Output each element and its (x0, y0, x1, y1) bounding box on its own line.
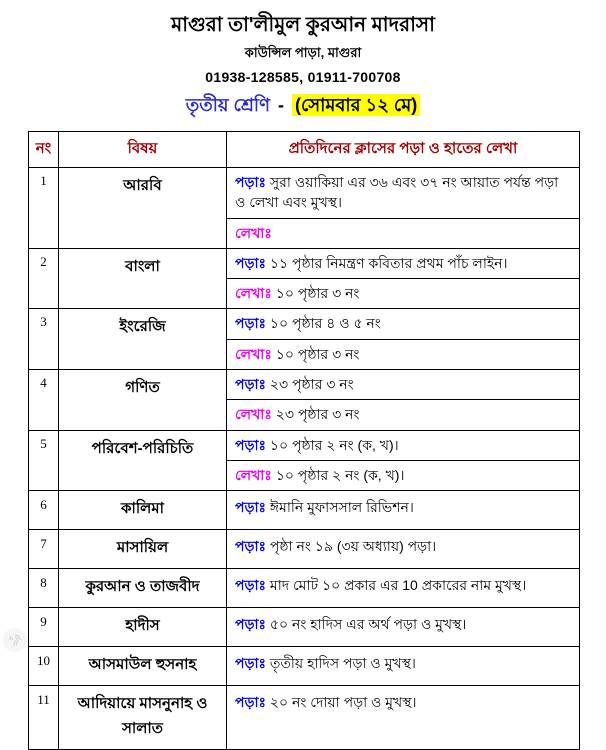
table-row (29, 248, 580, 278)
serial-cell: 9 (29, 608, 59, 647)
subject-cell: কালিমা (59, 491, 227, 530)
serial-cell: 4 (29, 370, 59, 431)
lekha-text: ১০ পৃষ্ঠার ৩ নং (271, 285, 360, 302)
pora-text: ২০ নং দোয়া পড়া ও মুখস্থ। (266, 694, 417, 711)
fingerprint-watermark-icon (3, 628, 27, 652)
page-header (0, 0, 606, 122)
subject-cell: ইংরেজি (59, 309, 227, 370)
table-row (29, 530, 580, 569)
pora-label: পড়াঃ (235, 499, 267, 516)
pora-cell (227, 530, 580, 569)
pora-text: ১০ পৃষ্ঠার ৪ ও ৫ নং (266, 315, 381, 332)
class-name: তৃতীয় শ্রেণি (185, 95, 270, 115)
lekha-text: ২৩ পৃষ্ঠার ৩ নং (271, 406, 360, 423)
lekha-cell (227, 279, 580, 309)
col-header-serial: নং (29, 132, 59, 168)
serial-cell: 8 (29, 569, 59, 608)
table-row (29, 569, 580, 608)
pora-label: পড়াঃ (235, 655, 267, 672)
pora-cell (227, 569, 580, 608)
serial-cell: 11 (29, 686, 59, 750)
subject-cell: আরবি (59, 168, 227, 249)
lekha-cell (227, 339, 580, 369)
pora-label: পড়াঃ (235, 315, 267, 332)
serial-cell: 10 (29, 647, 59, 686)
pora-cell (227, 370, 580, 400)
pora-label: পড়াঃ (235, 254, 267, 271)
pora-cell (227, 168, 580, 219)
pora-text: ২৩ পৃষ্ঠার ৩ নং (266, 376, 354, 393)
pora-cell (227, 430, 580, 460)
subject-cell: আদিয়ায়ে মাসনুনাহ ও সালাত (59, 686, 227, 750)
table-row (29, 686, 580, 750)
serial-cell: 3 (29, 309, 59, 370)
table-row (29, 370, 580, 400)
subject-cell: হাদীস (59, 608, 227, 647)
subject-cell: গণিত (59, 370, 227, 431)
separator-dash: - (277, 95, 284, 115)
phone-numbers: 01938-128585, 01911-700708 (205, 69, 401, 85)
serial-cell: 6 (29, 491, 59, 530)
lekha-cell (227, 460, 580, 490)
pora-label: পড়াঃ (235, 616, 267, 633)
serial-cell: 7 (29, 530, 59, 569)
pora-text: তৃতীয় হাদিস পড়া ও মুখস্থ। (266, 655, 416, 672)
table-row (29, 309, 580, 339)
serial-cell: 1 (29, 168, 59, 249)
pora-label: পড়াঃ (235, 577, 267, 594)
page-title: মাগুরা তা'লীমুল কুরআন মাদরাসা (171, 14, 435, 36)
class-day-line (0, 91, 606, 122)
subject-cell: কুরআন ও তাজবীদ (59, 569, 227, 608)
serial-cell: 5 (29, 430, 59, 491)
pora-cell (227, 686, 580, 750)
pora-cell (227, 309, 580, 339)
table-row (29, 608, 580, 647)
homework-table (28, 131, 580, 750)
lekha-label: লেখাঃ (235, 466, 272, 483)
table-row (29, 168, 580, 219)
pora-cell (227, 248, 580, 278)
pora-text: মাদ মোট ১০ প্রকার এর 10 প্রকারের নাম মুখস্থ। (266, 577, 527, 594)
pora-text: ১১ পৃষ্ঠার নিমন্ত্রণ কবিতার প্রথম পাঁচ লাইন। (266, 254, 508, 271)
pora-label: পড়াঃ (235, 376, 267, 393)
pora-cell (227, 491, 580, 530)
pora-cell (227, 647, 580, 686)
table-row (29, 430, 580, 460)
lekha-cell (227, 218, 580, 248)
serial-cell: 2 (29, 248, 59, 309)
lekha-cell (227, 400, 580, 430)
lekha-text: ১০ পৃষ্ঠার ২ নং (ক, খ)। (271, 466, 405, 483)
table-header-row (29, 132, 580, 168)
pora-label: পড়াঃ (235, 436, 267, 453)
table-row (29, 647, 580, 686)
col-header-lesson: প্রতিদিনের ক্লাসের পড়া ও হাতের লেখা (227, 132, 580, 168)
address-line: কাউন্সিল পাড়া, মাগুরা (244, 45, 362, 60)
pora-text: ১০ পৃষ্ঠার ২ নং (ক, খ)। (266, 436, 399, 453)
lekha-label: লেখাঃ (235, 285, 272, 302)
subject-cell: বাংলা (59, 248, 227, 309)
pora-text: ঈমানি মুফাসসাল রিভিশন। (266, 499, 414, 516)
lekha-label: লেখাঃ (235, 345, 272, 362)
day-highlight: (সোমবার ১২ মে) (292, 94, 420, 116)
subject-cell: আসমাউল হুসনাহ (59, 647, 227, 686)
lekha-text: ১০ পৃষ্ঠার ৩ নং (271, 345, 360, 362)
table-row (29, 491, 580, 530)
lekha-label: লেখাঃ (235, 406, 272, 423)
subject-cell: মাসায়িল (59, 530, 227, 569)
table-body (29, 168, 580, 750)
pora-text: ৫০ নং হাদিস এর অর্থ পড়া ও মুখস্থ। (266, 616, 467, 633)
pora-label: পড়াঃ (235, 174, 267, 190)
col-header-subject: বিষয় (59, 132, 227, 168)
lekha-label: লেখাঃ (235, 224, 272, 241)
subject-cell: পরিবেশ-পরিচিতি (59, 430, 227, 491)
pora-label: পড়াঃ (235, 694, 267, 711)
pora-text: পৃষ্ঠা নং ১৯ (৩য় অধ্যায়) পড়া। (266, 538, 437, 555)
pora-text: সুরা ওয়াকিয়া এর ৩৬ এবং ৩৭ নং আয়াত পর্যন্ত পড়া ও লেখা এবং মুখস্থ। (235, 174, 559, 211)
pora-label: পড়াঃ (235, 538, 267, 555)
pora-cell (227, 608, 580, 647)
